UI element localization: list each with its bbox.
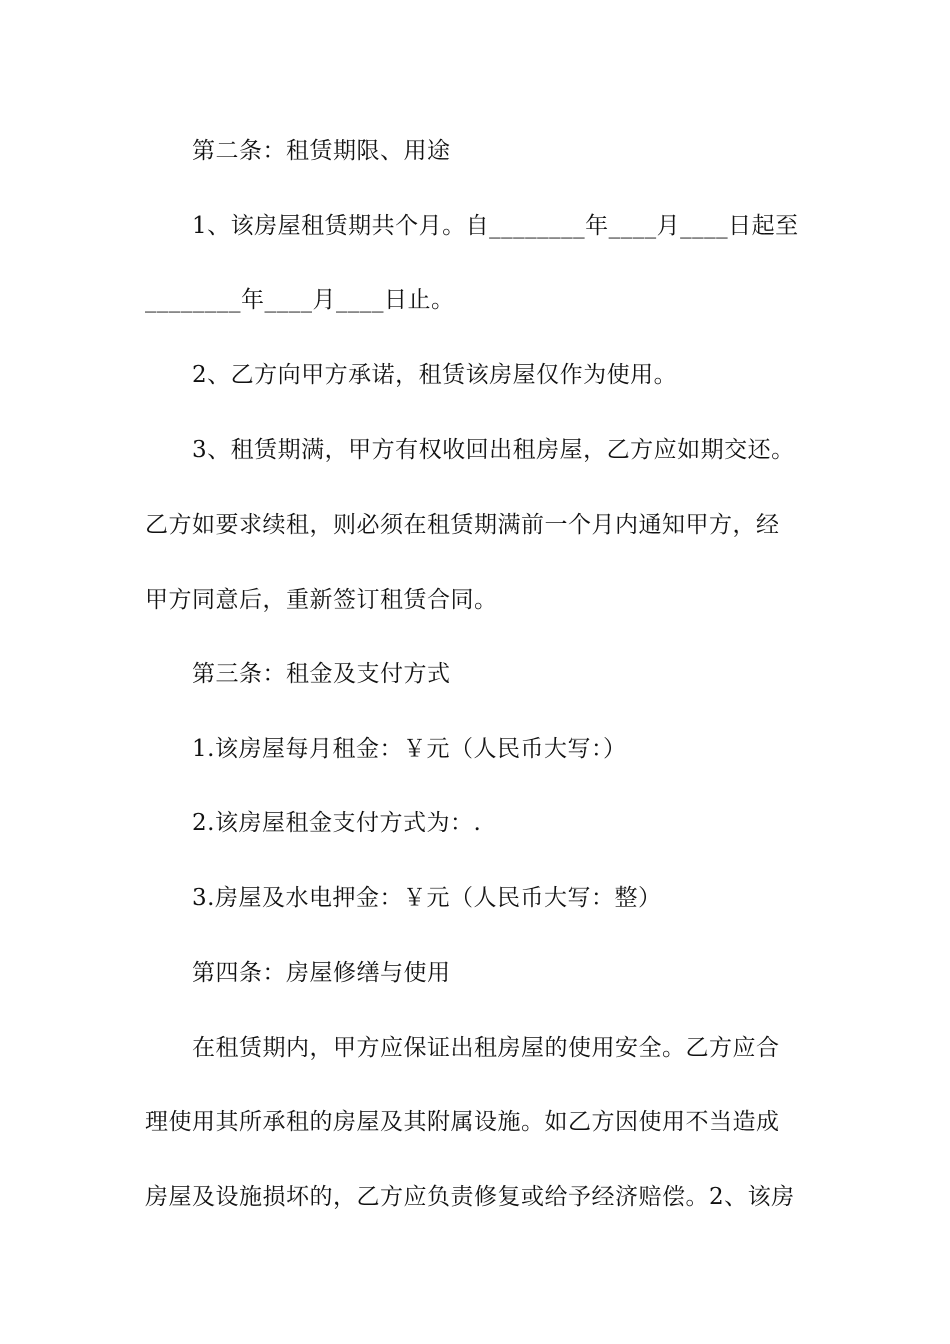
article-4-heading: 第四条：房屋修缮与使用 <box>192 960 451 986</box>
paragraph-line: 在租赁期内，甲方应保证出租房屋的使用安全。乙方应合 <box>192 1035 780 1061</box>
paragraph-line: 1、该房屋租赁期共个月。自________年____月____日起至 <box>192 213 799 239</box>
article-3-heading: 第三条：租金及支付方式 <box>192 661 451 687</box>
paragraph-line: 2、乙方向甲方承诺，租赁该房屋仅作为使用。 <box>192 362 678 388</box>
paragraph-line: 甲方同意后，重新签订租赁合同。 <box>145 587 498 613</box>
paragraph-line: 2.该房屋租金支付方式为：. <box>192 810 482 836</box>
paragraph-line: ________年____月____日止。 <box>145 287 455 313</box>
paragraph-line: 3.房屋及水电押金：￥元（人民币大写：整） <box>192 885 662 911</box>
paragraph-line: 理使用其所承租的房屋及其附属设施。如乙方因使用不当造成 <box>145 1109 780 1135</box>
paragraph-line: 房屋及设施损坏的，乙方应负责修复或给予经济赔偿。2、该房 <box>145 1184 795 1210</box>
paragraph-line: 乙方如要求续租，则必须在租赁期满前一个月内通知甲方，经 <box>145 512 780 538</box>
article-2-heading: 第二条：租赁期限、用途 <box>192 138 451 164</box>
paragraph-line: 3、租赁期满，甲方有权收回出租房屋，乙方应如期交还。 <box>192 437 795 463</box>
paragraph-line: 1.该房屋每月租金：￥元（人民币大写：） <box>192 736 627 762</box>
